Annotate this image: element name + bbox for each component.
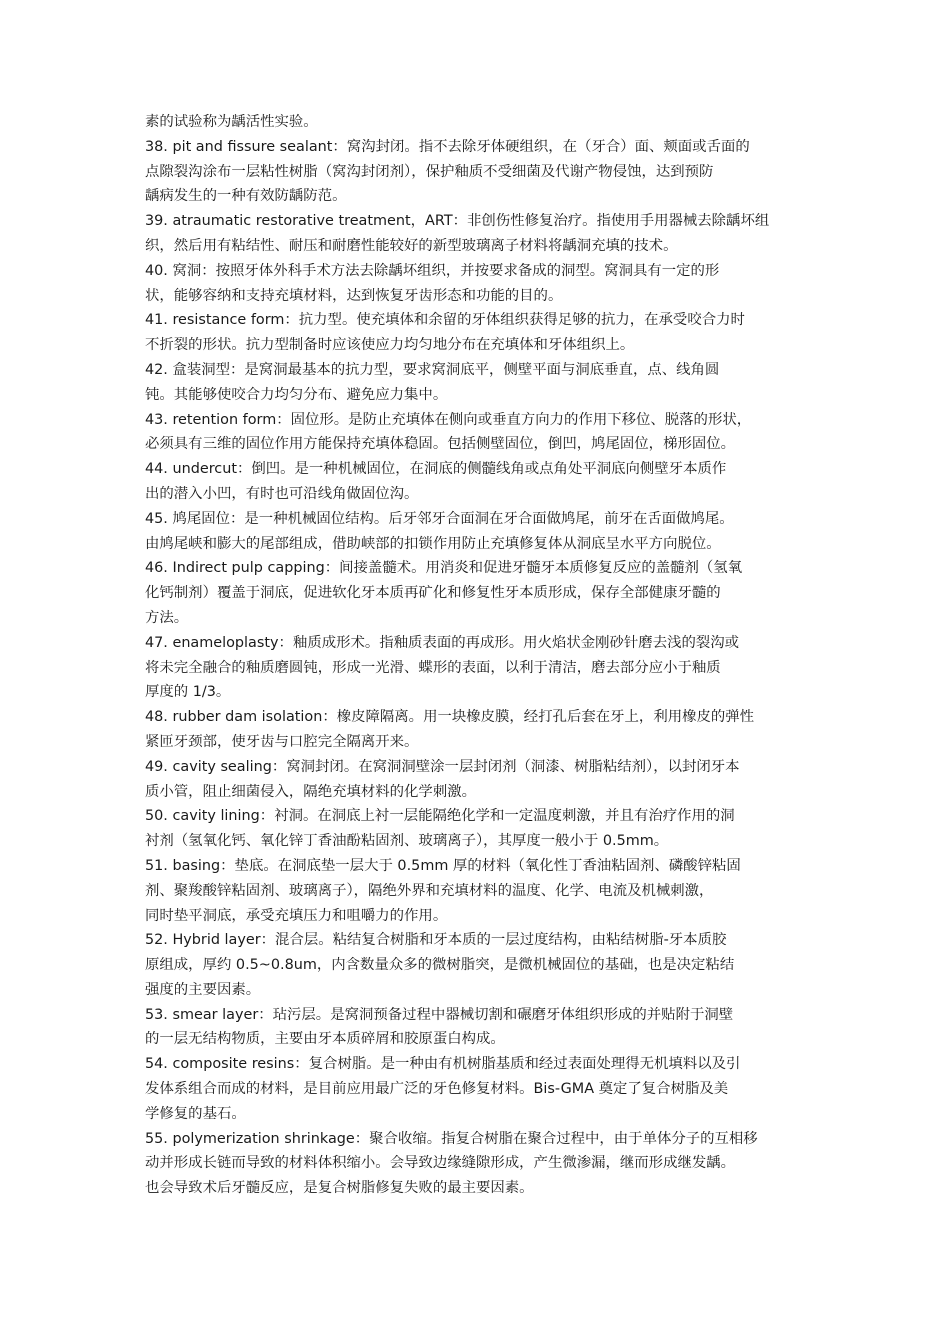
text-line: 52. Hybrid layer：混合层。粘结复合树脂和牙本质的一层过度结构，由粘结树脂-牙本质胶 <box>145 932 727 949</box>
text-line: 状，能够容纳和支持充填材料，达到恢复牙齿形态和功能的目的。 <box>145 287 563 304</box>
text-line: 质小管，阻止细菌侵入，隔绝充填材料的化学刺激。 <box>145 783 476 800</box>
text-line: 50. cavity lining：衬洞。在洞底上衬一层能隔绝化学和一定温度刺激，并且有治疗作用的洞 <box>145 808 735 825</box>
text-line: 厚度的 1/3。 <box>145 684 231 701</box>
text-line: 47. enameloplasty：釉质成形术。指釉质表面的再成形。用火焰状金刚砂针磨去浅的裂沟或 <box>145 634 740 651</box>
text-line: 发体系组合而成的材料，是目前应用最广泛的牙色修复材料。Bis-GMA 奠定了复合树脂及美 <box>145 1081 729 1098</box>
text-line: 45. 鸠尾固位：是一种机械固位结构。后牙邻牙合面洞在牙合面做鸠尾，前牙在舌面做鸠尾。 <box>145 510 734 527</box>
text-line: 紧匝牙颈部，使牙齿与口腔完全隔离开来。 <box>145 733 419 750</box>
text-line: 55. polymerization shrinkage：聚合收缩。指复合树脂在聚合过程中，由于单体分子的互相移 <box>145 1130 758 1147</box>
text-line: 龋病发生的一种有效防龋防范。 <box>145 188 347 205</box>
text-line: 点隙裂沟涂布一层粘性树脂（窝沟封闭剂），保护釉质不受细菌及代谢产物侵蚀，达到预防 <box>145 163 714 180</box>
text-line: 由鸠尾峡和膨大的尾部组成，借助峡部的扣锁作用防止充填修复体从洞底呈水平方向脱位。 <box>145 535 721 552</box>
text-line: 42. 盒装洞型：是窝洞最基本的抗力型，要求窝洞底平，侧壁平面与洞底垂直，点、线角圆 <box>145 361 720 378</box>
text-line: 54. composite resins：复合树脂。是一种由有机树脂基质和经过表面处理得无机填料以及引 <box>145 1056 741 1073</box>
text-line: 49. cavity sealing：窝洞封闭。在窝洞洞壁涂一层封闭剂（洞漆、树脂粘结剂），以封闭牙本 <box>145 758 740 775</box>
text-line: 39. atraumatic restorative treatment，ART：非创伤性修复治疗。指使用手用器械去除龋坏组 <box>145 213 770 230</box>
text-line: 48. rubber dam isolation：橡皮障隔离。用一块橡皮膜，经打孔后套在牙上，利用橡皮的弹性 <box>145 709 755 726</box>
text-line: 强度的主要因素。 <box>145 981 261 998</box>
text-line: 也会导致术后牙髓反应，是复合树脂修复失败的最主要因素。 <box>145 1180 534 1197</box>
text-line: 的一层无结构物质，主要由牙本质碎屑和胶原蛋白构成。 <box>145 1031 505 1048</box>
text-line: 钝。其能够使咬合力均匀分布、避免应力集中。 <box>145 386 448 403</box>
text-line: 46. Indirect pulp capping：间接盖髓术。用消炎和促进牙髓牙本质修复反应的盖髓剂（氢氧 <box>145 560 743 577</box>
text-line: 51. basing：垫底。在洞底垫一层大于 0.5mm 厚的材料（氧化性丁香油粘固剂、磷酸锌粘固 <box>145 857 741 874</box>
text-line: 动并形成长链而导致的材料体积缩小。会导致边缘缝隙形成，产生微渗漏，继而形成继发龋。 <box>145 1155 736 1172</box>
text-line: 将未完全融合的釉质磨圆钝，形成一光滑、蝶形的表面，以利于清洁，磨去部分应小于釉质 <box>145 659 721 676</box>
text-line: 方法。 <box>145 609 189 626</box>
text-line: 43. retention form：固位形。是防止充填体在侧向或垂直方向力的作用下移位、脱落的形状， <box>145 411 752 428</box>
text-line: 同时垫平洞底，承受充填压力和咀嚼力的作用。 <box>145 907 448 924</box>
text-line: 44. undercut：倒凹。是一种机械固位，在洞底的侧髓线角或点角处平洞底向侧壁牙本质作 <box>145 461 727 478</box>
text-line: 38. pit and fissure sealant：窝沟封闭。指不去除牙体硬组织，在（牙合）面、颊面或舌面的 <box>145 138 750 155</box>
text-line: 学修复的基石。 <box>145 1105 246 1122</box>
text-line: 必须具有三维的固位作用方能保持充填体稳固。包括侧壁固位，倒凹，鸠尾固位，梯形固位。 <box>145 436 736 453</box>
text-line: 原组成，厚约 0.5~0.8um，内含数量众多的微树脂突，是微机械固位的基础，也是决定粘结 <box>145 957 735 974</box>
text-line: 不折裂的形状。抗力型制备时应该使应力均匀地分布在充填体和牙体组织上。 <box>145 337 635 354</box>
text-line: 化钙制剂）覆盖于洞底，促进软化牙本质再矿化和修复性牙本质形成，保存全部健康牙髓的 <box>145 585 721 602</box>
text-line: 40. 窝洞：按照牙体外科手术方法去除龋坏组织，并按要求备成的洞型。窝洞具有一定的形 <box>145 262 720 279</box>
text-line: 53. smear layer：玷污层。是窝洞预备过程中器械切割和碾磨牙体组织形成的并贴附于洞壁 <box>145 1006 734 1023</box>
text-line: 衬剂（氢氧化钙、氧化锌丁香油酚粘固剂、玻璃离子），其厚度一般小于 0.5mm。 <box>145 833 669 850</box>
text-line: 素的试验称为龋活性实验。 <box>145 114 318 130</box>
text-line: 织，然后用有粘结性、耐压和耐磨性能较好的新型玻璃离子材料将龋洞充填的技术。 <box>145 237 678 254</box>
text-line: 出的潜入小凹，有时也可沿线角做固位沟。 <box>145 485 419 502</box>
text-line: 剂、聚羧酸锌粘固剂、玻璃离子），隔绝外界和充填材料的温度、化学、电流及机械刺激， <box>145 882 714 899</box>
text-line: 41. resistance form：抗力型。使充填体和余留的牙体组织获得足够的抗力，在承受咬合力时 <box>145 312 745 329</box>
